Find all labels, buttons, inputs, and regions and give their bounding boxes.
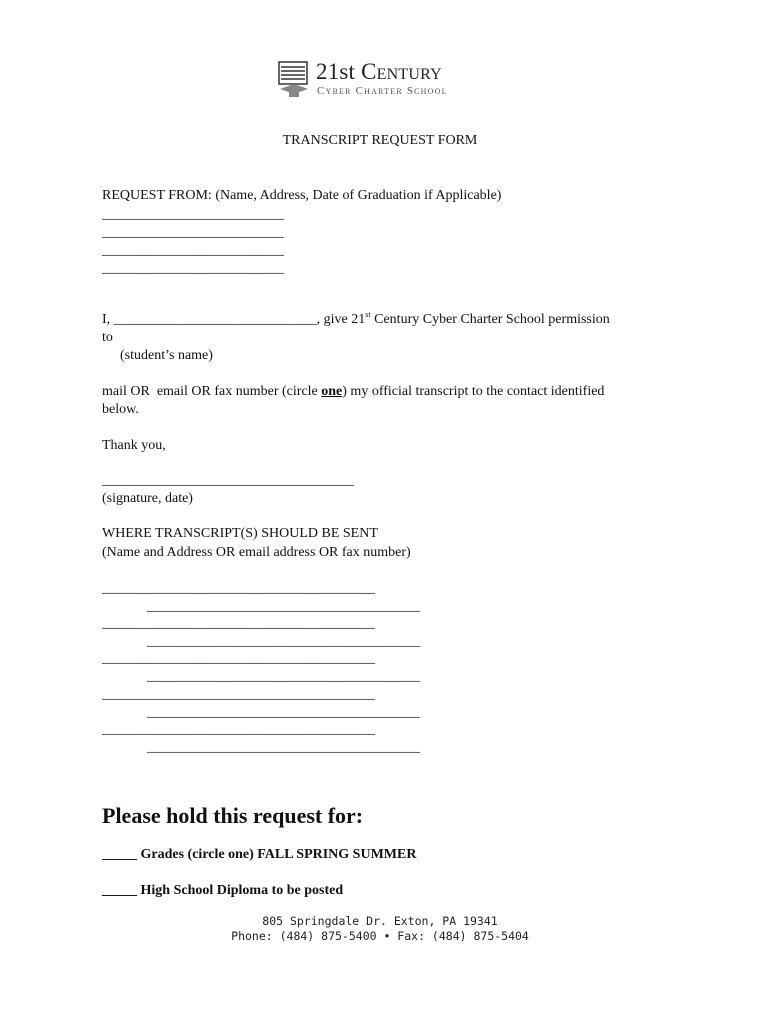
logo-subtitle: Cyber Charter School	[317, 85, 448, 97]
hold-heading: Please hold this request for:	[102, 803, 364, 828]
footer-phone: Phone: (484) 875-5400 • Fax: (484) 875-5404	[231, 929, 529, 943]
thank-you: Thank you,	[102, 438, 166, 453]
address-line: _______________________________________	[102, 651, 375, 666]
address-line: _______________________________________	[102, 722, 375, 737]
grades-option: _____ Grades (circle one) FALL SPRING SUMMER	[102, 847, 417, 862]
book-cap-icon	[278, 60, 310, 98]
request-from-line: __________________________	[102, 261, 284, 276]
address-line-indent: _______________________________________	[147, 669, 420, 684]
mail-clause-wrap: below.	[102, 402, 139, 417]
where-heading: WHERE TRANSCRIPT(S) SHOULD BE SENT	[102, 526, 378, 541]
student-name-blank: _____________________________	[113, 312, 317, 327]
request-from-line: __________________________	[102, 243, 284, 258]
signature-line: ____________________________________	[102, 473, 354, 488]
signature-label: (signature, date)	[102, 491, 193, 506]
diploma-blank: _____	[102, 883, 137, 898]
address-line-indent: _______________________________________	[147, 740, 420, 755]
where-subheading: (Name and Address OR email address OR fax number)	[102, 545, 411, 560]
request-from-label: REQUEST FROM: (Name, Address, Date of Graduation if Applicable)	[102, 188, 502, 203]
address-line-indent: _______________________________________	[147, 705, 420, 720]
diploma-option: _____ High School Diploma to be posted	[102, 883, 344, 898]
form-title: TRANSCRIPT REQUEST FORM	[282, 133, 478, 148]
request-from-line: __________________________	[102, 207, 284, 222]
logo-text: 21st Century	[316, 59, 442, 84]
request-from-line: __________________________	[102, 225, 284, 240]
address-line-indent: _______________________________________	[147, 599, 420, 614]
grades-blank: _____	[102, 847, 137, 862]
address-line: _______________________________________	[102, 616, 375, 631]
address-line: _______________________________________	[102, 687, 375, 702]
permission-wrap: to	[102, 330, 113, 345]
school-logo	[278, 58, 478, 100]
footer-address: 805 Springdale Dr. Exton, PA 19341	[262, 914, 498, 928]
address-line-indent: _______________________________________	[147, 634, 420, 649]
student-name-label: (student’s name)	[120, 348, 213, 363]
permission-sentence: I, _____________________________, give 21st Century Cyber Charter School permission	[102, 310, 610, 327]
address-line: _______________________________________	[102, 581, 375, 596]
mail-clause: mail OR email OR fax number (circle one) my official transcript to the contact identified	[102, 384, 605, 399]
one-emphasis: one	[321, 384, 343, 399]
